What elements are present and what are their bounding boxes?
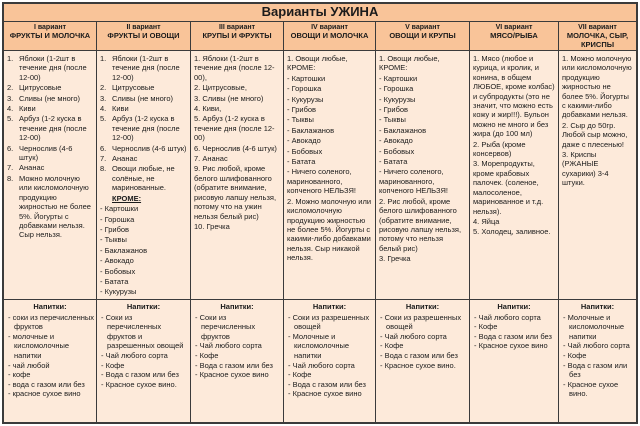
drink-item: - Кофе bbox=[101, 360, 125, 370]
item-number bbox=[99, 194, 112, 203]
menu-item bbox=[6, 83, 94, 92]
category-label: ОВОЩИ И КРУПЫ bbox=[389, 31, 456, 40]
menu-item: - Тыквы bbox=[100, 235, 127, 245]
menu-item: 9. Рис любой, кроме белого шлифованного (обратите внимание, рисовую лапшу нельзя, потому что на ужин нельзя белый рис) bbox=[194, 164, 277, 221]
menu-item: 2. Можно молочную или кисломолочную продукцию жирностью не более 5%. Йогурты с какими-либо добавками нельзя. Сыр никакой нельзя. bbox=[287, 196, 372, 263]
menu-item: - Баклажанов bbox=[287, 125, 335, 135]
menu-item: 4. Яйца bbox=[473, 216, 500, 226]
item-text: Сливы (не много) bbox=[19, 93, 81, 103]
menu-cell-6 bbox=[470, 51, 559, 300]
menu-item: - Ничего соленого, маринованного, копченого НЕЛЬЗЯ! bbox=[379, 167, 448, 196]
column-header-4 bbox=[284, 22, 376, 51]
item-number: 3. bbox=[7, 93, 14, 103]
menu-item: 1. Яблоки (1-2шт в течение дня (после 12-00), bbox=[194, 54, 275, 82]
menu-item: 6. Чернослив (4-6 штук) bbox=[194, 143, 277, 153]
menu-item: 5. Арбуз (1-2 куска в течение дня (после 12-00) bbox=[194, 114, 275, 143]
item-text: Цитрусовые bbox=[19, 83, 62, 93]
menu-item: - Батата bbox=[287, 157, 316, 167]
item-text: Цитрусовые bbox=[112, 83, 155, 93]
menu-item: 1. Овощи любые, КРОМЕ: bbox=[287, 54, 348, 73]
drink-item: - Соки из перечисленных фруктов и разрешенных овощей bbox=[101, 312, 184, 351]
menu-item: 5. Холодец, заливное. bbox=[473, 227, 551, 237]
drink-item: - Вода с газом или без bbox=[101, 370, 179, 380]
item-text: Арбуз (1-2 куска в течение дня (после 12-00) bbox=[19, 114, 87, 143]
menu-item: - Батата bbox=[100, 276, 129, 286]
drink-item: - Вода с газом или без bbox=[195, 360, 273, 370]
drink-item: - соки из перечисленных фруктов bbox=[8, 312, 94, 332]
menu-item: - Горошка bbox=[379, 84, 414, 94]
variant-label: II вариант bbox=[126, 24, 161, 31]
menu-item bbox=[6, 104, 94, 113]
menu-item bbox=[6, 114, 94, 142]
menu-item: - Тыквы bbox=[287, 115, 314, 125]
menu-cell-1 bbox=[4, 51, 97, 300]
item-number: 1. bbox=[100, 54, 107, 63]
item-text: Чернослив (4-6 штук) bbox=[112, 143, 187, 153]
menu-item: - Бобовых bbox=[100, 266, 136, 276]
drinks-heading: Напитки: bbox=[312, 302, 347, 311]
menu-item: - Баклажанов bbox=[100, 245, 148, 255]
menu-item: - Авокадо bbox=[100, 256, 134, 266]
menu-item: - Кукурузы bbox=[100, 287, 137, 297]
drink-item: - Соки из разрешенных овощей bbox=[380, 312, 462, 332]
item-number: 5. bbox=[7, 114, 14, 124]
drink-item: - Соки из разрешенных овощей bbox=[288, 312, 370, 332]
menu-item bbox=[6, 174, 94, 240]
drink-item: - Красное сухое вино. bbox=[380, 360, 456, 370]
item-number: 2. bbox=[100, 83, 107, 93]
column-header-7 bbox=[559, 22, 636, 51]
item-text: Овощи любые, не солёные, не маринованные. bbox=[112, 164, 175, 193]
menu-item: - Бобовых bbox=[287, 146, 323, 156]
menu-item: - Ничего соленого, маринованного, копченого НЕЛЬЗЯ! bbox=[287, 167, 356, 196]
drinks-cell-7 bbox=[559, 300, 636, 422]
drink-item: - Красное сухое вино. bbox=[101, 379, 177, 389]
menu-item bbox=[99, 154, 188, 163]
category-label: ОВОЩИ И МОЛОЧКА bbox=[290, 31, 369, 40]
item-text: КРОМЕ: bbox=[112, 193, 142, 203]
menu-item: - Картошки bbox=[100, 204, 139, 214]
menu-item: 3. Сливы (не много) bbox=[194, 93, 264, 103]
column-header-5 bbox=[376, 22, 470, 51]
drink-item: - молочные и кисломолочные напитки bbox=[8, 331, 70, 360]
menu-item: 3. Морепродукты, кроме крабовых палочек. (соленое, малосоленое, маринованное и т.д. нельзя). bbox=[473, 159, 544, 216]
drink-item: - Вода с газом или без bbox=[288, 379, 366, 389]
item-number: 2. bbox=[7, 83, 14, 93]
menu-item: 2. Рыба (кроме консервов) bbox=[473, 139, 526, 159]
menu-cell-2 bbox=[97, 51, 191, 300]
drink-item: - вода с газом или без bbox=[8, 379, 85, 389]
header-row bbox=[4, 22, 636, 51]
drink-item: - кофе bbox=[8, 370, 31, 380]
drinks-cell-6 bbox=[470, 300, 559, 422]
drink-item: - Соки из перечисленных фруктов bbox=[195, 312, 256, 341]
menu-cell-7 bbox=[559, 51, 636, 300]
drink-item: - Кофе bbox=[195, 350, 219, 360]
item-number: 7. bbox=[100, 154, 107, 164]
drink-item: - Красное сухое вино bbox=[474, 341, 548, 351]
drinks-heading: Напитки: bbox=[405, 302, 440, 311]
menu-item: 2. Сыр до 50гр. Любой сыр можно, даже с плесенью! bbox=[562, 120, 628, 149]
menu-item: 2. Рис любой, кроме белого шлифованного (обратите внимание, рисовую лапшу нельзя, потому что нельзя белый рис) bbox=[379, 196, 462, 253]
menu-item: - Авокадо bbox=[287, 136, 321, 146]
menu-item bbox=[99, 114, 188, 142]
body-row bbox=[4, 51, 636, 300]
item-number: 4. bbox=[100, 104, 107, 114]
drink-item: - Чай любого сорта bbox=[101, 350, 168, 360]
category-label: КРУПЫ И ФРУКТЫ bbox=[202, 31, 272, 40]
category-label: ФРУКТЫ И ОВОЩИ bbox=[107, 31, 180, 40]
drink-item: - Вода с газом или без bbox=[563, 360, 628, 380]
drink-item: - Красное сухое вино bbox=[288, 389, 362, 399]
item-number: 6. bbox=[100, 143, 107, 153]
item-text: Киви bbox=[112, 104, 129, 114]
item-number: 7. bbox=[7, 163, 14, 173]
drink-item: - чай любой bbox=[8, 360, 50, 370]
item-text: Яблоки (1-2шт в течение дня (после 12-00) bbox=[112, 54, 180, 82]
drink-item: - Красное сухое вино bbox=[195, 370, 269, 380]
menu-item: - Тыквы bbox=[379, 115, 406, 125]
menu-item: - Кукурузы bbox=[379, 94, 416, 104]
drink-item: - Красное сухое вино. bbox=[563, 379, 619, 399]
drinks-heading: Напитки: bbox=[33, 302, 67, 311]
variant-label: VII вариант bbox=[578, 24, 617, 31]
drinks-heading: Напитки: bbox=[497, 302, 531, 311]
drinks-row bbox=[4, 300, 636, 422]
column-header-1 bbox=[4, 22, 97, 51]
drink-item: - Молочные и кисломолочные напитки bbox=[288, 331, 350, 360]
menu-item: - Баклажанов bbox=[379, 125, 427, 135]
menu-item: 7. Ананас bbox=[194, 154, 228, 164]
menu-cell-4 bbox=[284, 51, 376, 300]
variant-label: III вариант bbox=[218, 24, 255, 31]
drink-item: - Чай любого сорта bbox=[563, 341, 630, 351]
menu-item: - Грибов bbox=[379, 105, 409, 115]
menu-item bbox=[99, 83, 188, 92]
drink-item: - Чай любого сорта bbox=[288, 360, 355, 370]
drink-item: - Кофе bbox=[380, 341, 404, 351]
item-text: Яблоки (1-2шт в течение дня (после 12-00) bbox=[19, 54, 87, 82]
menu-item: 3. Гречка bbox=[379, 254, 411, 264]
menu-item bbox=[6, 54, 94, 82]
menu-item: 1. Овощи любые, КРОМЕ: bbox=[379, 54, 440, 73]
drinks-cell-3 bbox=[191, 300, 284, 422]
menu-item bbox=[6, 144, 94, 163]
page-title: Варианты УЖИНА bbox=[4, 4, 636, 22]
drinks-cell-5 bbox=[376, 300, 470, 422]
column-header-3 bbox=[191, 22, 284, 51]
drink-item: - Чай любого сорта bbox=[380, 331, 447, 341]
item-number: 5. bbox=[100, 114, 107, 124]
menu-item: - Батата bbox=[379, 157, 408, 167]
drinks-heading: Напитки: bbox=[220, 302, 254, 311]
category-label: ФРУКТЫ И МОЛОЧКА bbox=[9, 31, 91, 40]
menu-item: 3. Криспы (РЖАНЫЕ сухарики) 3-4 штуки. bbox=[562, 150, 609, 188]
item-number: 8. bbox=[100, 164, 107, 174]
category-label: МЯСО/РЫБА bbox=[490, 31, 538, 40]
item-text: Арбуз (1-2 куска в течение дня (после 12-00) bbox=[112, 114, 180, 143]
menu-cell-5 bbox=[376, 51, 470, 300]
column-header-6 bbox=[470, 22, 559, 51]
item-number: 4. bbox=[7, 104, 14, 114]
menu-item: - Картошки bbox=[287, 73, 326, 83]
drink-item: - красное сухое вино bbox=[8, 389, 81, 399]
menu-cell-3 bbox=[191, 51, 284, 300]
drink-item: - Кофе bbox=[563, 350, 587, 360]
drink-item: - Чай любого сорта bbox=[474, 312, 541, 322]
drink-item: - Кофе bbox=[474, 322, 498, 332]
item-text: Можно молочную или кисломолочную продукцию жирностью не более 5%. Йогурты с добавками нельзя. Сыр нельзя. bbox=[19, 173, 91, 240]
item-text: Ананас bbox=[19, 163, 45, 173]
item-number: 1. bbox=[7, 54, 14, 63]
variant-label: IV вариант bbox=[311, 24, 348, 31]
category-label: МОЛОЧКА, СЫР, КРИСПЫ bbox=[566, 31, 629, 49]
drink-item: - Вода с газом или без bbox=[380, 350, 458, 360]
item-number: 6. bbox=[7, 143, 14, 153]
menu-item bbox=[99, 54, 188, 82]
menu-item bbox=[99, 94, 188, 103]
item-text: Сливы (не много) bbox=[112, 93, 174, 103]
drink-item: - Молочные и кисломолочные напитки bbox=[563, 312, 625, 341]
column-header-2 bbox=[97, 22, 191, 51]
menu-item bbox=[6, 94, 94, 103]
menu-item: 4. Киви, bbox=[194, 104, 222, 114]
menu-item: - Грибов bbox=[287, 105, 317, 115]
menu-item: - Горошка bbox=[100, 214, 135, 224]
item-text: Ананас bbox=[112, 154, 138, 164]
drink-item: - Чай любого сорта bbox=[195, 341, 262, 351]
menu-item bbox=[99, 164, 188, 192]
menu-item: - Кукурузы bbox=[287, 94, 324, 104]
drink-item: - Кофе bbox=[288, 370, 312, 380]
drinks-cell-1 bbox=[4, 300, 97, 422]
drinks-cell-2 bbox=[97, 300, 191, 422]
item-number: 3. bbox=[100, 93, 107, 103]
menu-item bbox=[99, 104, 188, 113]
drinks-heading: Напитки: bbox=[580, 302, 615, 311]
drinks-heading: Напитки: bbox=[126, 302, 161, 311]
menu-item: 10. Гречка bbox=[194, 221, 230, 231]
item-text: Чернослив (4-6 штук) bbox=[19, 143, 73, 163]
menu-item: - Авокадо bbox=[379, 136, 413, 146]
item-text: Киви bbox=[19, 104, 36, 114]
menu-item bbox=[99, 194, 188, 203]
variant-label: V вариант bbox=[405, 24, 440, 31]
variant-label: VI вариант bbox=[495, 24, 533, 31]
drink-item: - Вода с газом или без bbox=[474, 331, 552, 341]
item-number: 8. bbox=[7, 173, 14, 183]
menu-item: - Грибов bbox=[100, 224, 130, 234]
variant-label: I вариант bbox=[33, 24, 67, 31]
menu-item: 1. Мясо (любое и курица, и кролик, и конина, в общем ЛЮБОЕ, кроме колбас) и субпродукты (это не значит, что можно есть кожу и жир!!!). Бульон можно не много и без жира (до 100 мл) bbox=[473, 54, 555, 139]
menu-item: - Бобовых bbox=[379, 146, 415, 156]
drinks-cell-4 bbox=[284, 300, 376, 422]
menu-item: 2. Цитрусовые, bbox=[194, 83, 247, 93]
menu-item bbox=[6, 163, 94, 172]
menu-item: - Горошка bbox=[287, 84, 322, 94]
menu-item bbox=[99, 144, 188, 153]
menu-item: - Картошки bbox=[379, 73, 418, 83]
menu-item: 1. Можно молочную или кисломолочную продукцию жирностью не более 5%. Йогурты с какими-либо добавками нельзя. bbox=[562, 54, 632, 120]
dinner-options-table bbox=[2, 2, 638, 424]
